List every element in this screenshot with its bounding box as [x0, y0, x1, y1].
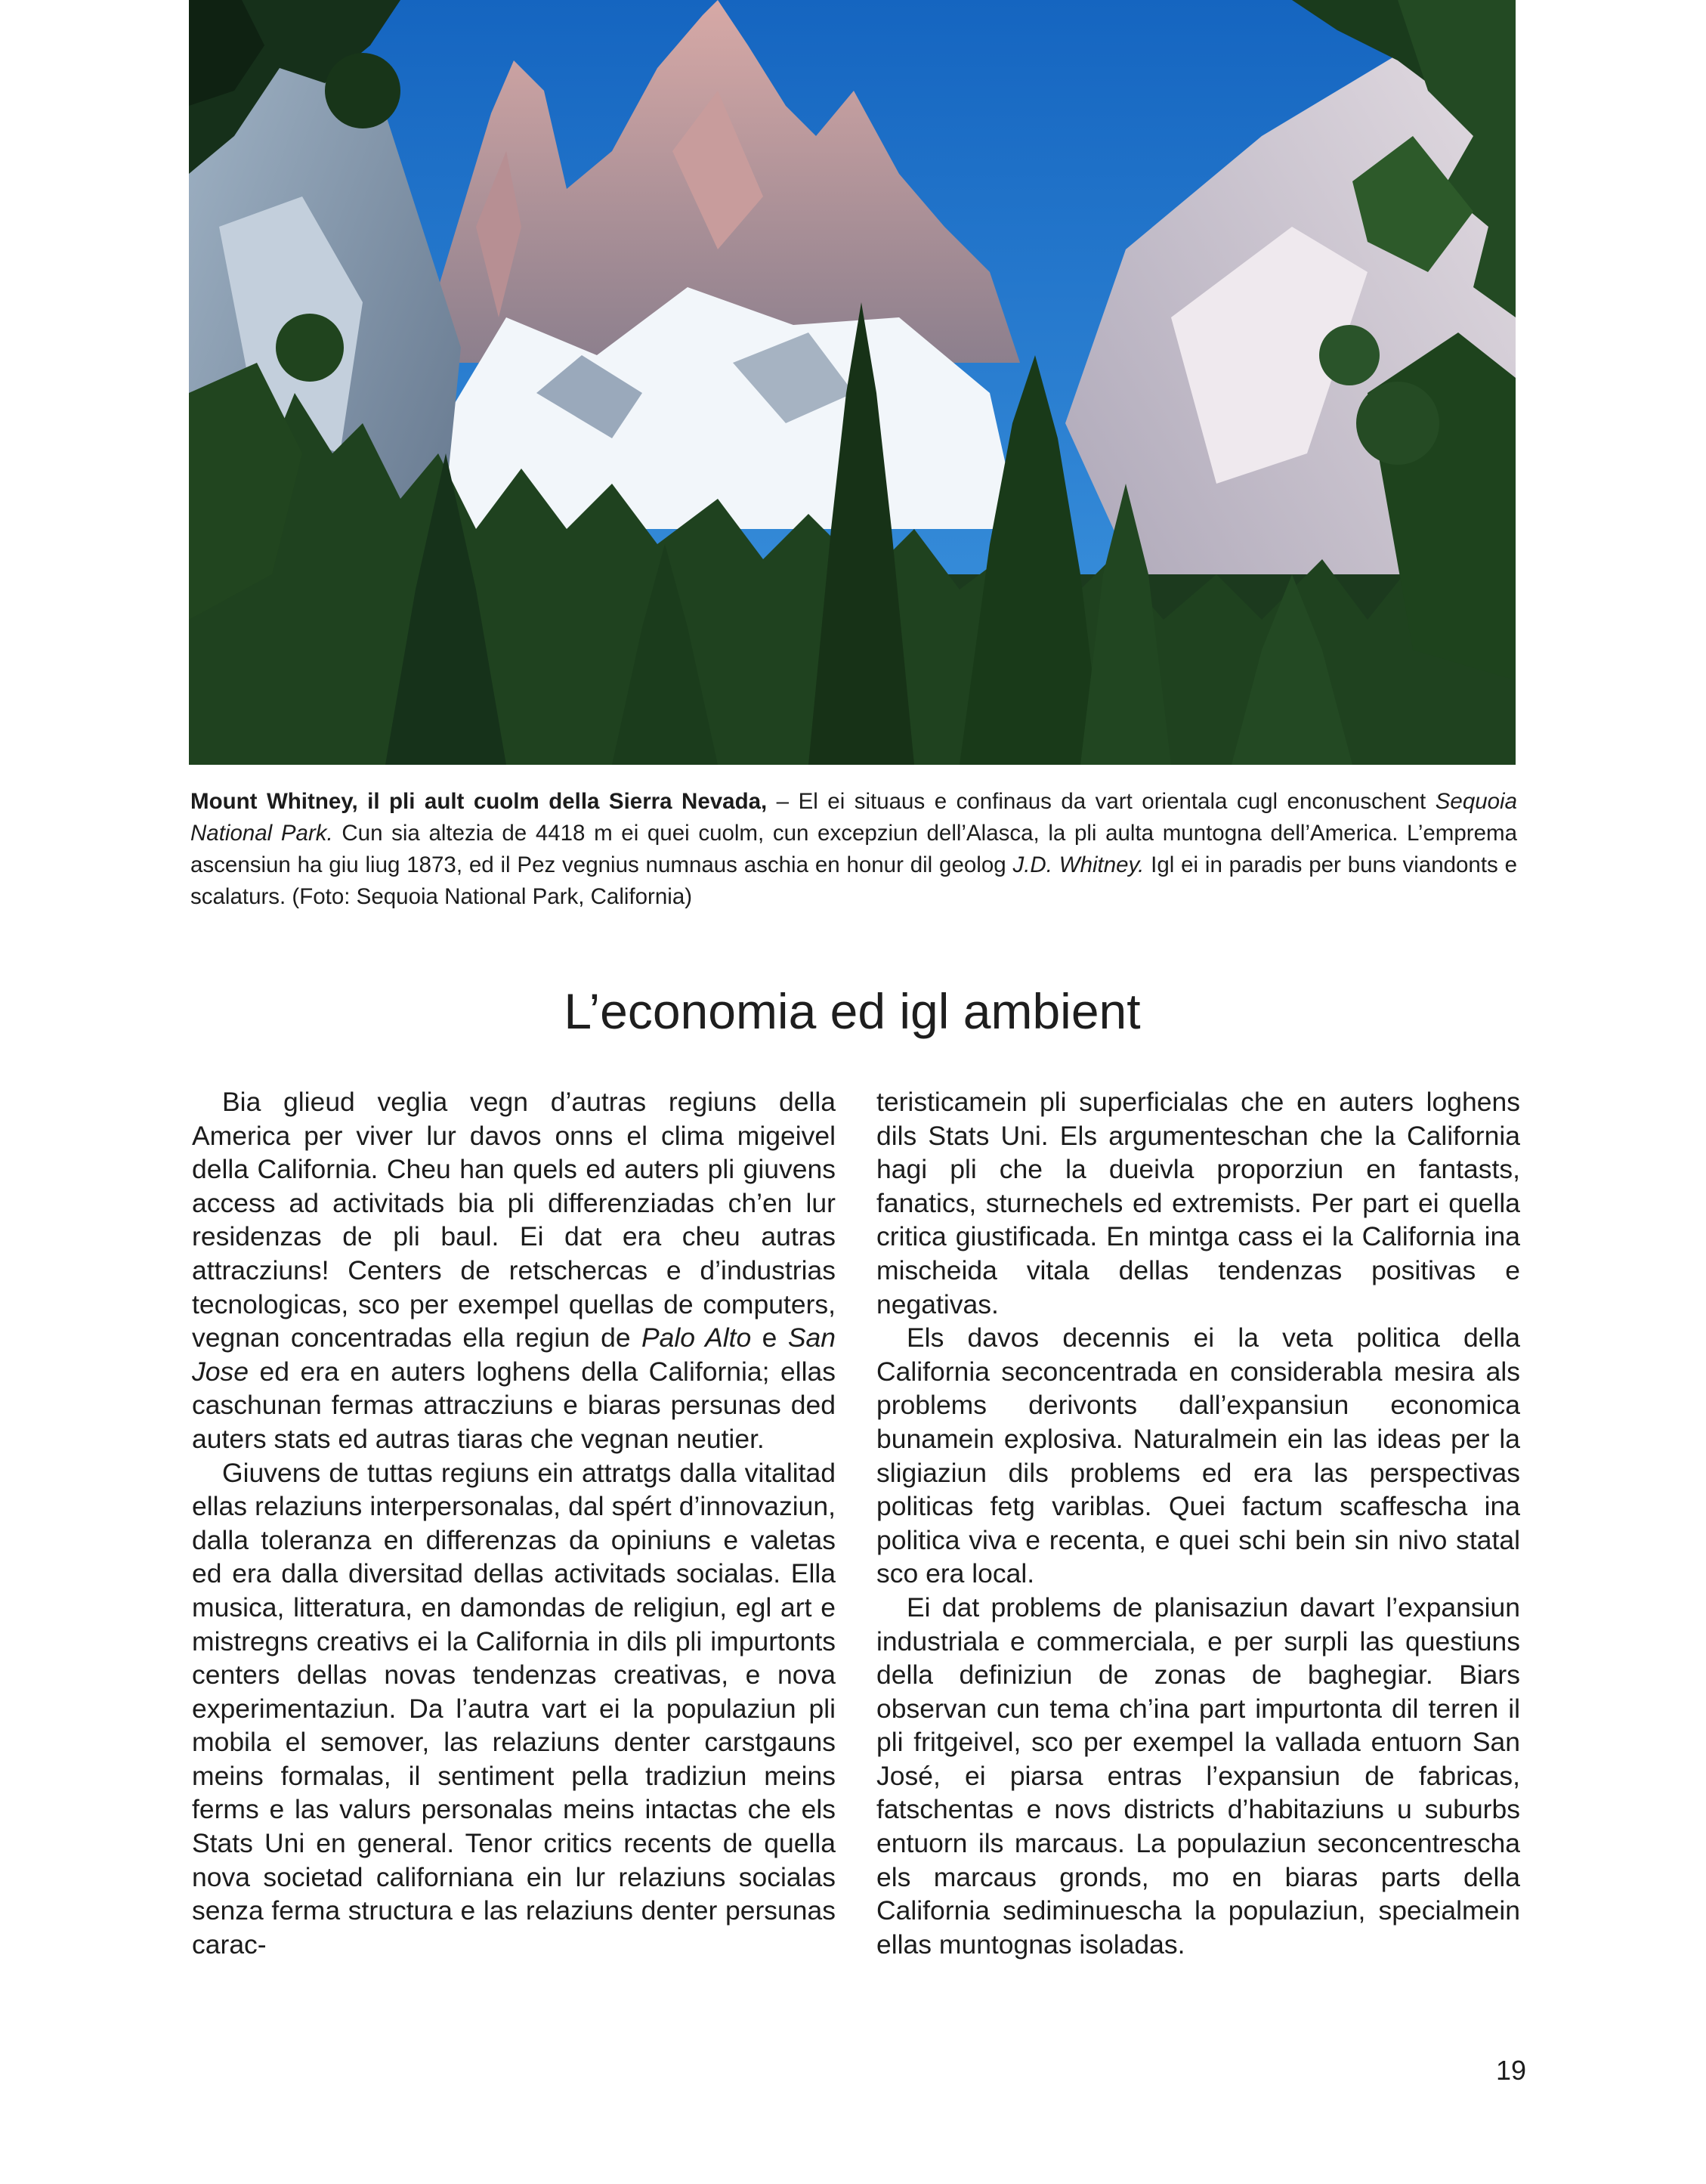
page-number: 19 [1495, 2055, 1526, 2086]
left-column [192, 1085, 836, 1961]
paragraph: Ei dat problems de planisaziun davart l’expansiun industriala e commerciala, e per surpli las questiuns della definiziun de zonas de baghegiar. Biars observan cun tema ch’ina part impurtonta dil terren il pli fritgeivel, sco per exempel la vallada entuorn San José, ei piarsa entras l’expansiun de fabricas, fatschentas e novs districts d’habitaziuns u suburbs entuorn ils marcaus. La populaziun seconcentrescha els marcaus gronds, mo en biaras parts della California sediminuescha la populaziun, specialmein ellas muntognas isoladas. [876, 1592, 1520, 1960]
paragraph-text: Bia glieud veglia vegn d’autras regiuns della America per viver lur davos onns el clima migeivel della California. Cheu han quels ed auters pli giuvens access ad activitads bia pli differenziadas ch’en lur residenzas de pli baul. Ei dat era cheu autras attracziuns! Centers de retschercas e d’industrias tecnologicas, sco per exempel quellas de computers, vegnan concentradas ella regiun de [192, 1087, 836, 1353]
caption-text: Cun sia altezia de 4418 m ei quei cuolm, cun excepziun dell’Alasca, la pli aulta muntogna dell’America. L’emprema ascensiun ha giu liug 1873, ed il Pez vegnius numnaus aschia en honur dil geolog [190, 821, 1517, 877]
caption-text: – El ei situaus e confinaus da vart orientala cugl enconuschent [767, 789, 1436, 814]
article-title: L’economia ed igl ambient [564, 983, 1141, 1039]
place-name: Palo Alto [641, 1322, 752, 1353]
caption-text: Igl ei in paradis per buns viandonts e scalaturs. (Foto: Sequoia National Park, California) [190, 852, 1517, 909]
paragraph: Giuvens de tuttas regiuns ein attratgs dalla vitalitad ellas relaziuns interpersonalas, dal spért d’innovaziun, dalla toleranza en differenzas da opiniuns e valetas ed era dalla diversitad dellas activitads socialas. Ella musica, litteratura, en damondas de religiun, egl art e mistregns creativs ei la California in dils pli impurtonts centers dellas novas tendenzas creativas, e nova experimentaziun. Da l’autra vart ei la populaziun pli mobila el semover, las relaziuns denter carstgauns meins formalas, il sentiment pella tradiziun meins ferms e las valurs personalas meins intactas che els Stats Uni en general. Tenor critics recents de quella nova societad californiana ein lur relaziuns socialas senza ferma structura e las relaziuns denter persunas carac- [192, 1457, 836, 1960]
caption-park-name: Sequoia National Park. [190, 789, 1518, 846]
caption-geologist-name: J.D. Whitney. [1012, 852, 1145, 877]
photo-caption [190, 786, 1517, 913]
mountain-landscape-image [189, 0, 1516, 765]
caption-lead: Mount Whitney, il pli ault cuolm della Sierra Nevada, [190, 789, 768, 814]
paragraph [192, 1085, 836, 1456]
mount-whitney-photo [189, 0, 1516, 765]
right-column [876, 1085, 1520, 1961]
place-name: San Jose [192, 1322, 836, 1387]
paragraph: teristicamein pli superficialas che en auters loghens dils Stats Uni. Els argumenteschan che la California hagi pli che la dueivla proporziun en fantasts, fanatics, sturnechels ed extremists. Per part ei quella critica giustificada. En mintga cass ei la California ina mischeida vitala dellas tendenzas positivas e negativas. [876, 1087, 1520, 1319]
paragraph-text: ed era en auters loghens della California; ellas caschunan fermas attracziuns e biaras persunas ded auters stats ed autras tiaras che vegnan neutier. [192, 1356, 836, 1454]
paragraph-text: e [751, 1322, 788, 1353]
paragraph: Els davos decennis ei la veta politica della California seconcentrada en considerabla mesira als problems derivonts dall’expansiun economica bunamein explosiva. Naturalmein ein las ideas per la sligiaziun dils problems ed era las perspectivas politicas fetg variblas. Quei factum scaffescha ina politica viva e recenta, e quei schi bein sin nivo statal sco era local. [876, 1322, 1520, 1589]
